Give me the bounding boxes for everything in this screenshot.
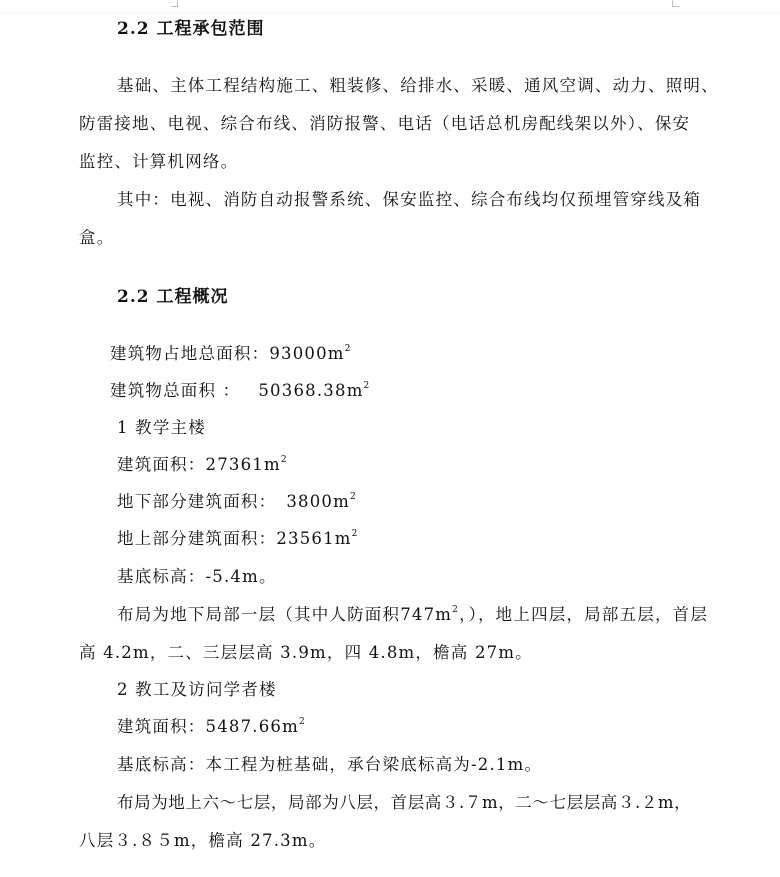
building1-above-ground-label: 地上部分建筑面积： bbox=[117, 529, 277, 548]
scope-para2-line2: 盒。 bbox=[79, 228, 115, 247]
building1-layout-line1-b: ，），地上四层，局部五层，首层 bbox=[459, 605, 709, 624]
total-area-label: 建筑物总面积 ： bbox=[110, 381, 241, 400]
building1-layout-line1 bbox=[117, 601, 708, 625]
scope-para1-line3: 监控、计算机网络。 bbox=[79, 152, 239, 171]
building1-title: 1 教学主楼 bbox=[117, 418, 206, 437]
building1-layout-line1-sup: 2 bbox=[452, 605, 460, 615]
building2-base-elevation: 基底标高：本工程为桩基础，承台梁底标高为-2.1m。 bbox=[117, 755, 543, 774]
site-area-line bbox=[110, 340, 352, 364]
total-area-line bbox=[110, 377, 370, 401]
building2-floor-area-value: 5487.66m bbox=[205, 717, 299, 736]
building2-floor-area-label: 建筑面积： bbox=[117, 717, 206, 736]
building1-above-ground-sup: 2 bbox=[351, 529, 359, 539]
building1-underground-value: 3800m bbox=[286, 492, 350, 511]
site-area-value: 93000m bbox=[269, 344, 345, 363]
section-heading-overview: 2.2 工程概况 bbox=[117, 287, 229, 307]
building2-layout-line2: 八层３.８５m，檐高 27.3m。 bbox=[79, 831, 327, 850]
total-area-value: 50368.38m bbox=[258, 381, 364, 400]
building1-layout-line2: 高 4.2m，二、三层层高 3.9m，四 4.8m，檐高 27m。 bbox=[79, 643, 533, 662]
scope-para1-line2: 防雷接地、电视、综合布线、消防报警、电话（电话总机房配线架以外）、保安 bbox=[79, 114, 691, 133]
building1-floor-area-sup: 2 bbox=[280, 455, 288, 465]
building1-floor-area-value: 27361m bbox=[205, 455, 281, 474]
building1-underground-sup: 2 bbox=[349, 492, 357, 502]
building1-underground-label: 地下部分建筑面积： bbox=[117, 492, 277, 511]
total-area-unit-sup: 2 bbox=[363, 381, 371, 391]
scope-para2-line1: 其中：电视、消防自动报警系统、保安监控、综合布线均仅预埋管穿线及箱 bbox=[117, 190, 702, 209]
building2-floor-area-line bbox=[117, 713, 306, 737]
building1-above-ground-line bbox=[117, 525, 359, 549]
building1-above-ground-value: 23561m bbox=[276, 529, 352, 548]
crop-mark-right bbox=[672, 0, 679, 7]
building2-layout-line1: 布局为地上六～七层，局部为八层，首层高３.７m，二～七层层高３.２m， bbox=[117, 793, 692, 812]
building2-floor-area-sup: 2 bbox=[298, 717, 306, 727]
page-top-rule bbox=[0, 12, 780, 13]
site-area-label: 建筑物占地总面积： bbox=[110, 344, 270, 363]
scope-para1-line1: 基础、主体工程结构施工、粗装修、给排水、采暖、通风空调、动力、照明、 bbox=[117, 76, 719, 95]
crop-mark-left bbox=[171, 0, 178, 7]
building2-title: 2 教工及访问学者楼 bbox=[117, 680, 277, 699]
site-area-unit-sup: 2 bbox=[344, 344, 352, 354]
building1-floor-area-label: 建筑面积： bbox=[117, 455, 206, 474]
building1-base-elevation: 基底标高：-5.4m。 bbox=[117, 567, 277, 586]
section-heading-scope: 2.2 工程承包范围 bbox=[117, 19, 265, 39]
building1-floor-area-line bbox=[117, 451, 288, 475]
building1-underground-line bbox=[117, 488, 357, 512]
building1-layout-line1-a: 布局为地下局部一层（其中人防面积747m bbox=[117, 605, 453, 624]
